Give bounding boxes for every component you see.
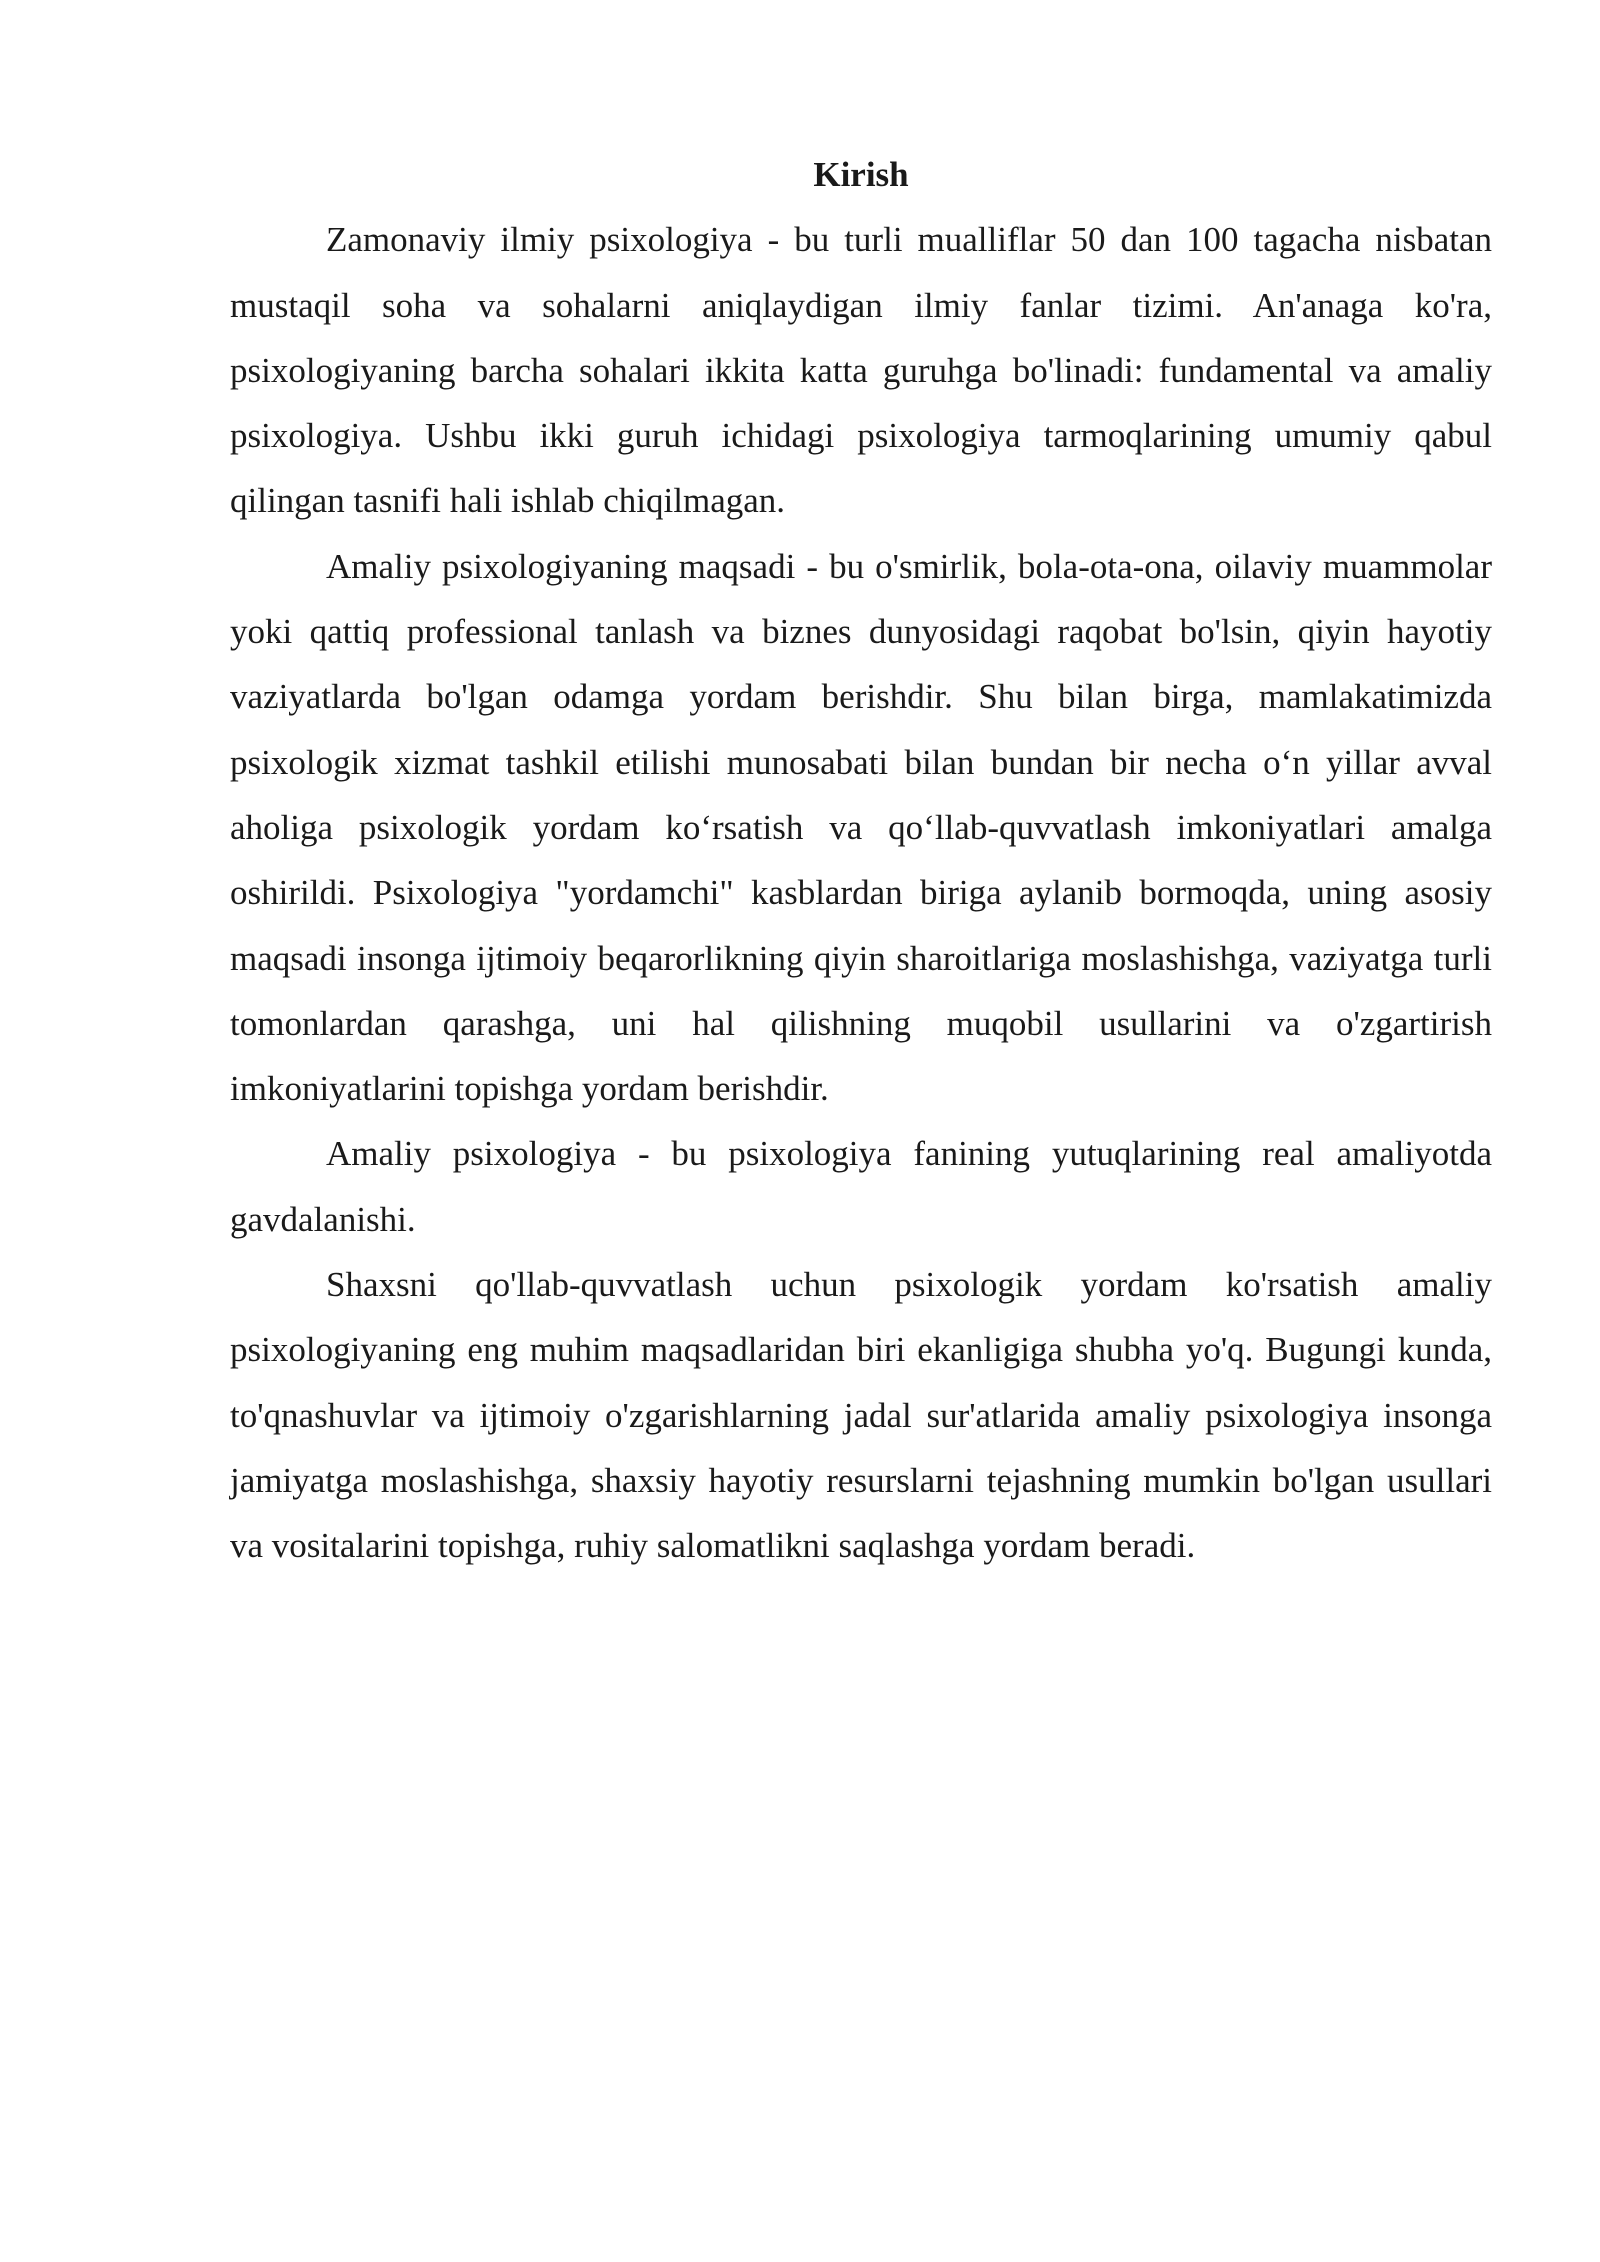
paragraph-2: Amaliy psixologiyaning maqsadi - bu o'smirlik, bola-ota-ona, oilaviy muammolar yoki qattiq professional tanlash va biznes dunyosidagi raqobat bo'lsin, qiyin hayotiy vaziyatlarda bo'lgan odamga yordam berishdir. Shu bilan birga, mamlakatimizda psixologik xizmat tashkil etilishi munosabati bilan bundan bir necha o‘n yillar avval aholiga psixologik yordam ko‘rsatish va qo‘llab-quvvatlash imkoniyatlari amalga oshirildi. Psixologiya "yordamchi" kasblardan biriga aylanib bormoqda, uning asosiy maqsadi insonga ijtimoiy beqarorlikning qiyin sharoitlariga moslashishga, vaziyatga turli tomonlardan qarashga, uni hal qilishning muqobil usullarini va o'zgartirish imkoniyatlarini topishga yordam berishdir. <box>230 546 1492 1109</box>
paragraph-3: Amaliy psixologiya - bu psixologiya fanining yutuqlarining real amaliyotda gavdalanishi. <box>230 1134 1492 1239</box>
paragraph-4: Shaxsni qo'llab-quvvatlash uchun psixologik yordam ko'rsatish amaliy psixologiyaning eng muhim maqsadlaridan biri ekanligiga shubha yo'q. Bugungi kunda, to'qnashuvlar va ijtimoiy o'zgarishlarning jadal sur'atlarida amaliy psixologiya insonga jamiyatga moslashishga, shaxsiy hayotiy resurslarni tejashning mumkin bo'lgan usullari va vositalarini topishga, ruhiy salomatlikni saqlashga yordam beradi. <box>230 1265 1492 1566</box>
page-title: Kirish <box>813 155 909 194</box>
paragraph-1: Zamonaviy ilmiy psixologiya - bu turli mualliflar 50 dan 100 tagacha nisbatan mustaqil soha va sohalarni aniqlaydigan ilmiy fanlar tizimi. An'anaga ko'ra, psixologiyaning barcha sohalari ikkita katta guruhga bo'linadi: fundamental va amaliy psixologiya. Ushbu ikki guruh ichidagi psixologiya tarmoqlarining umumiy qabul qilingan tasnifi hali ishlab chiqilmagan. <box>230 220 1492 521</box>
document-body <box>230 142 1492 1579</box>
